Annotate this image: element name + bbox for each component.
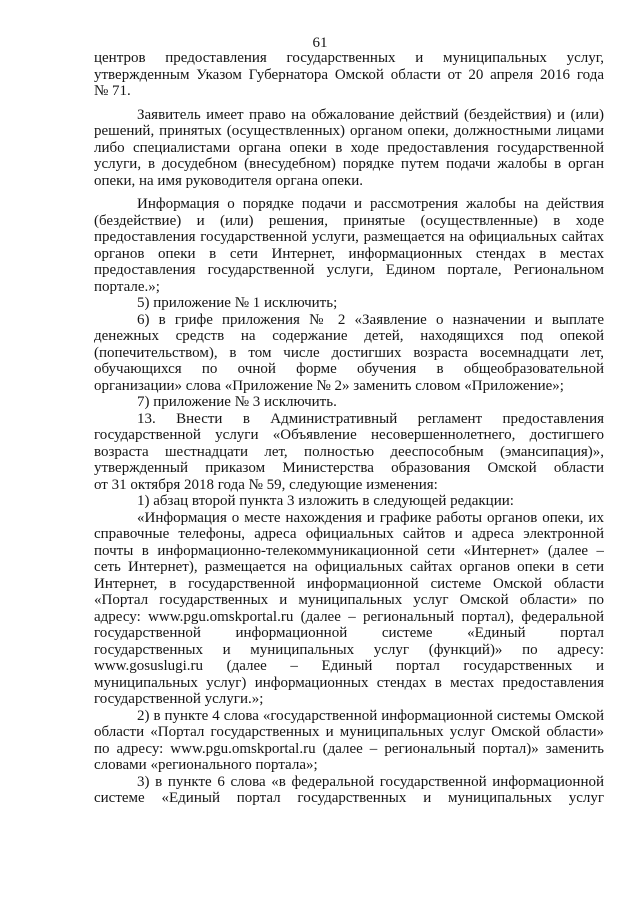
text-line: центров предоставления государственных и муниципальных услуг, xyxy=(94,50,604,66)
page-number: 61 xyxy=(312,35,328,51)
text-line: государственных и муниципальных услуг (функций)» по адресу: xyxy=(94,641,604,658)
text-line: государственной услуги «Объявление несовершеннолетнего, достигшего xyxy=(94,427,604,443)
text-line: услуги, в досудебном (внесудебном) порядке путем подачи жалобы в орган xyxy=(94,156,604,172)
text-line: 7) приложение № 3 исключить. xyxy=(137,394,337,410)
text-line: портале.»; xyxy=(94,278,160,295)
text-line: системе «Единый портал государственных и муниципальных услуг xyxy=(94,790,604,806)
text-line: 3) в пункте 6 слова «в федеральной государственной информационной xyxy=(137,773,604,790)
text-line: 2) в пункте 4 слова «государственной информационной системы Омской xyxy=(137,707,604,724)
text-line: предоставления государственной услуги, Едином портале, Региональном xyxy=(94,262,604,278)
text-line: почты в информационно-телекоммуникационной сети «Интернет» (далее – xyxy=(94,542,604,559)
text-line: денежных средств на содержание детей, находящихся под опекой xyxy=(94,328,604,344)
text-line: по адресу: www.pgu.omskportal.ru (далее – региональный портал)» заменить xyxy=(94,740,604,757)
text-line: www.gosuslugi.ru (далее – Единый портал государственных и xyxy=(94,658,604,674)
text-line: Интернет, в государственной информационной системе Омской области xyxy=(94,575,604,592)
text-line: предоставления государственной услуги, размещается на официальных сайтах xyxy=(94,229,604,245)
text-line: адресу: www.pgu.omskportal.ru (далее – региональный портал), федеральной xyxy=(94,608,604,625)
text-line: обучающихся по очной форме обучения в общеобразовательной xyxy=(94,361,604,377)
text-line: органов опеки в сети Интернет, информационных стендах в местах xyxy=(94,245,604,262)
paragraph-gap xyxy=(94,189,604,196)
text-line: № 71. xyxy=(94,83,131,99)
text-line: опеки, на имя руководителя органа опеки. xyxy=(94,172,363,189)
text-line: решений, принятых (осуществленных) органом опеки, должностными лицами xyxy=(94,123,604,139)
text-line: либо специалистами органа опеки в ходе предоставления государственной xyxy=(94,139,604,156)
text-line: «Портал государственных и муниципальных услуг Омской области» по xyxy=(94,592,604,608)
text-line: области «Портал государственных и муниципальных услуг Омской области» xyxy=(94,724,604,740)
text-line: (бездействие) и (или) решения, принятые (осуществленные) в ходе xyxy=(94,212,604,229)
text-line: утвержденный приказом Министерства образования Омской области xyxy=(94,460,604,476)
text-line: государственной услуги.»; xyxy=(94,691,264,707)
text-line: «Информация о месте нахождения и графике работы органов опеки, их xyxy=(137,509,604,526)
text-line: справочные телефоны, адреса официальных сайтов и адреса электронной xyxy=(94,526,604,542)
text-line: 5) приложение № 1 исключить; xyxy=(137,295,338,311)
text-line: утвержденным Указом Губернатора Омской области от 20 апреля 2016 года xyxy=(94,66,604,83)
paragraph-gap xyxy=(94,100,604,107)
text-line: сеть Интернет), размещается на официальных сайтах органов опеки в сети xyxy=(94,559,604,575)
text-line: (попечительством), в том числе достигших возраста восемнадцати лет, xyxy=(94,344,604,361)
text-line: 13. Внести в Административный регламент предоставления xyxy=(137,410,604,427)
text-line: 1) абзац второй пункта 3 изложить в следующей редакции: xyxy=(137,493,514,509)
text-line: Информация о порядке подачи и рассмотрения жалобы на действия xyxy=(137,196,604,212)
text-line: государственной информационной системе «Единый портал xyxy=(94,625,604,641)
text-line: Заявитель имеет право на обжалование действий (бездействия) и (или) xyxy=(137,106,604,123)
document-body xyxy=(94,50,604,807)
text-line: 6) в грифе приложения № 2 «Заявление о назначении и выплате xyxy=(137,311,604,328)
text-line: муниципальных услуг) информационных стендах в местах предоставления xyxy=(94,674,604,691)
text-line: возраста шестнадцати лет, полностью дееспособным (эмансипация)», xyxy=(94,443,604,460)
text-line: от 31 октября 2018 года № 59, следующие изменения: xyxy=(94,476,438,493)
text-line: словами «регионального портала»; xyxy=(94,757,318,773)
text-line: организации» слова «Приложение № 2» заменить словом «Приложение»; xyxy=(94,377,564,394)
